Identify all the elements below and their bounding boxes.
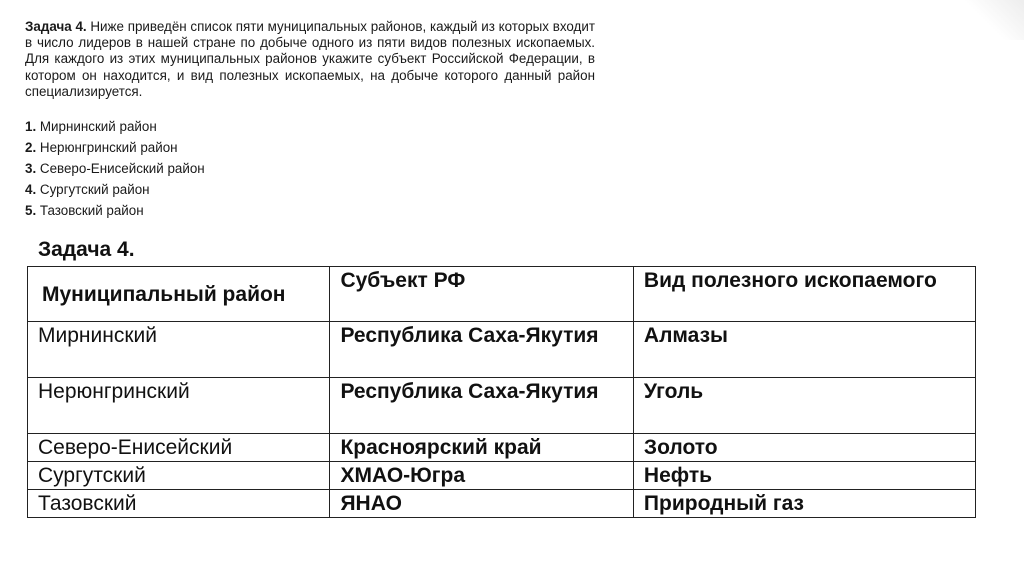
task-text: Ниже приведён список пяти муниципальных районов, каждый из которых входит в число лидеров в нашей стране по добыче одного из пяти видов полезных ископаемых. Для каждого из этих муниципальных районов укажите субъект Российской Федерации, в котором он находится, и вид полезных ископаемых, на добыче которого данный район специализируется.	[25, 19, 595, 99]
cell-subject: Республика Саха-Якутия	[330, 378, 633, 434]
cell-district: Нерюнгринский	[28, 378, 330, 434]
list-item-number: 5.	[25, 203, 37, 218]
cell-district: Северо-Енисейский	[28, 434, 330, 462]
list-item	[25, 158, 205, 179]
table-row	[28, 378, 976, 434]
header-district: Муниципальный район	[28, 267, 330, 322]
list-item	[25, 116, 205, 137]
cell-subject: Красноярский край	[330, 434, 633, 462]
table-row	[28, 490, 976, 518]
cell-subject: Республика Саха-Якутия	[330, 322, 633, 378]
cell-mineral: Уголь	[633, 378, 975, 434]
cell-mineral: Нефть	[633, 462, 975, 490]
district-list	[25, 116, 205, 221]
list-item-label: Северо-Енисейский район	[39, 161, 205, 176]
list-item-label: Тазовский район	[39, 203, 144, 218]
list-item-label: Мирнинский район	[39, 119, 157, 134]
list-item	[25, 179, 205, 200]
list-item-number: 4.	[25, 182, 37, 197]
table-row	[28, 462, 976, 490]
cell-subject: ХМАО-Югра	[330, 462, 633, 490]
table-header-row	[28, 267, 976, 322]
table-row	[28, 322, 976, 378]
list-item-number: 3.	[25, 161, 37, 176]
list-item	[25, 137, 205, 158]
cell-mineral: Природный газ	[633, 490, 975, 518]
slide-corner-decoration	[964, 0, 1024, 40]
cell-mineral: Золото	[633, 434, 975, 462]
table-row	[28, 434, 976, 462]
task-statement	[25, 19, 595, 100]
list-item-number: 1.	[25, 119, 37, 134]
cell-district: Тазовский	[28, 490, 330, 518]
list-item	[25, 200, 205, 221]
cell-district: Сургутский	[28, 462, 330, 490]
header-mineral: Вид полезного ископаемого	[633, 267, 975, 322]
cell-mineral: Алмазы	[633, 322, 975, 378]
cell-subject: ЯНАО	[330, 490, 633, 518]
list-item-label: Сургутский район	[39, 182, 150, 197]
answer-table	[27, 266, 976, 518]
list-item-label: Нерюнгринский район	[39, 140, 178, 155]
header-subject: Субъект РФ	[330, 267, 633, 322]
answer-title: Задача 4.	[38, 238, 135, 261]
cell-district: Мирнинский	[28, 322, 330, 378]
task-label: Задача 4.	[25, 19, 87, 34]
list-item-number: 2.	[25, 140, 37, 155]
